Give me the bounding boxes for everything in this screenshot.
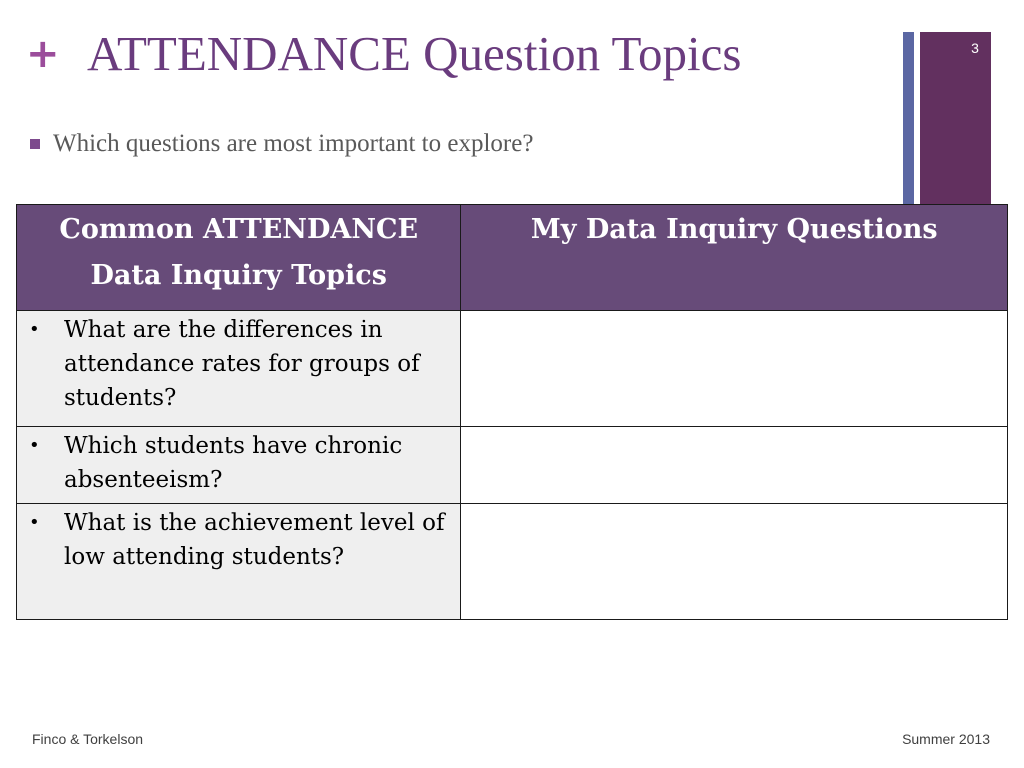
- bullet-text: Which questions are most important to explore?: [53, 130, 534, 157]
- footer-date: Summer 2013: [902, 731, 990, 747]
- topic-cell: [17, 427, 461, 504]
- footer-authors: Finco & Torkelson: [32, 731, 144, 747]
- header-common-topics-label: Common ATTENDANCE Data Inquiry Topics: [59, 214, 419, 291]
- bullet-point: [30, 128, 533, 160]
- topic-cell: [17, 504, 461, 620]
- slide-number: 3: [971, 40, 979, 56]
- plus-icon: +: [26, 31, 60, 77]
- accent-bar-wide: [920, 32, 991, 204]
- square-bullet-icon: [30, 139, 40, 149]
- header-my-questions-label: My Data Inquiry Questions: [530, 214, 938, 245]
- table-header-row: [17, 205, 1008, 311]
- answer-cell[interactable]: [461, 504, 1008, 620]
- inquiry-table: [16, 204, 1008, 620]
- accent-bar-thin: [903, 32, 914, 204]
- header-my-questions: [461, 205, 1008, 311]
- topic-cell: [17, 311, 461, 427]
- topic-text: What are the differences in attendance rates for groups of students?: [64, 317, 420, 411]
- topic-text: Which students have chronic absenteeism?: [64, 433, 403, 493]
- table-row: [17, 504, 1008, 620]
- answer-cell[interactable]: [461, 427, 1008, 504]
- bullet-dot-icon: •: [29, 512, 40, 533]
- topic-text: What is the achievement level of low attending students?: [64, 510, 445, 570]
- header-common-topics: [17, 205, 461, 311]
- table-row: [17, 311, 1008, 427]
- slide-title: ATTENDANCE Question Topics: [87, 26, 742, 81]
- table-row: [17, 427, 1008, 504]
- bullet-dot-icon: •: [29, 319, 40, 340]
- bullet-dot-icon: •: [29, 435, 40, 456]
- answer-cell[interactable]: [461, 311, 1008, 427]
